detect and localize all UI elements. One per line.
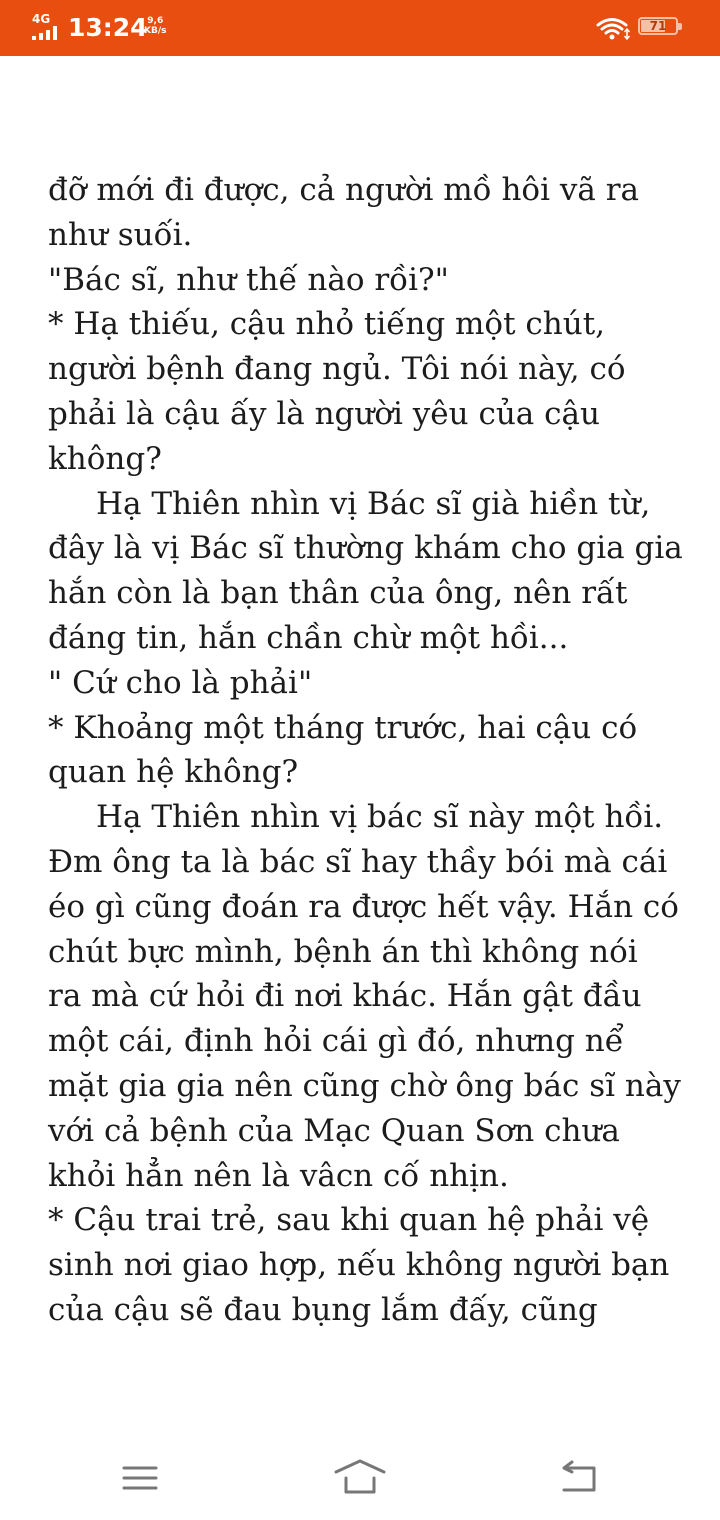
text-line: * Hạ thiếu, cậu nhỏ tiếng một chút, bbox=[48, 306, 606, 343]
text-line: éo gì cũng đoán ra được hết vậy. Hắn có bbox=[48, 888, 679, 925]
text-line: Hạ Thiên nhìn vị Bác sĩ già hiền từ, bbox=[96, 485, 651, 522]
battery-level: 71 bbox=[649, 19, 667, 33]
menu-button[interactable] bbox=[110, 1453, 170, 1503]
text-line: Đm ông ta là bác sĩ hay thầy bói mà cái bbox=[48, 843, 668, 880]
speed-value: 9,6 bbox=[147, 16, 164, 26]
text-line: chút bực mình, bệnh án thì không nói bbox=[48, 933, 638, 970]
text-line: phải là cậu ấy là người yêu của cậu bbox=[48, 395, 600, 432]
battery-icon bbox=[638, 17, 682, 37]
clock: 13:24 bbox=[68, 13, 148, 42]
text-line: Hạ Thiên nhìn vị bác sĩ này một hồi. bbox=[96, 799, 664, 836]
back-icon bbox=[558, 1460, 602, 1496]
navigation-bar bbox=[0, 1430, 720, 1520]
menu-icon bbox=[120, 1462, 160, 1494]
text-line: như suối. bbox=[48, 216, 193, 253]
text-line: khỏi hẳn nên là vâcn cố nhịn. bbox=[48, 1157, 509, 1194]
text-line: quan hệ không? bbox=[48, 754, 299, 791]
text-line: * Cậu trai trẻ, sau khi quan hệ phải vệ bbox=[48, 1202, 650, 1239]
wifi-icon bbox=[596, 16, 632, 42]
text-line: " Cứ cho là phải" bbox=[48, 664, 313, 701]
text-line: sinh nơi giao hợp, nếu không người bạn bbox=[48, 1247, 670, 1284]
home-icon bbox=[332, 1458, 388, 1498]
home-button[interactable] bbox=[330, 1453, 390, 1503]
text-line: "Bác sĩ, như thế nào rồi?" bbox=[48, 261, 449, 298]
speed-unit: KB/s bbox=[144, 26, 167, 36]
text-line: đỡ mới đi được, cả người mồ hôi vã ra bbox=[48, 172, 640, 208]
text-line: một cái, định hỏi cái gì đó, nhưng nể bbox=[48, 1023, 624, 1060]
network-speed bbox=[144, 16, 166, 36]
text-line: ra mà cứ hỏi đi nơi khác. Hắn gật đầu bbox=[48, 978, 642, 1015]
text-line: của cậu sẽ đau bụng lắm đấy, cũng bbox=[48, 1291, 598, 1328]
text-line: với cả bệnh của Mạc Quan Sơn chưa bbox=[48, 1112, 620, 1149]
reader-text bbox=[48, 168, 683, 1333]
text-line: hắn còn là bạn thân của ông, nên rất bbox=[48, 575, 628, 612]
text-line: người bệnh đang ngủ. Tôi nói này, có bbox=[48, 351, 626, 388]
text-line: mặt gia gia nên cũng chờ ông bác sĩ này bbox=[48, 1067, 681, 1104]
back-button[interactable] bbox=[550, 1453, 610, 1503]
signal-icon bbox=[32, 26, 62, 40]
network-type: 4G bbox=[32, 12, 51, 26]
text-line: không? bbox=[48, 440, 162, 477]
text-line: đây là vị Bác sĩ thường khám cho gia gia bbox=[48, 530, 683, 567]
text-line: * Khoảng một tháng trước, hai cậu có bbox=[48, 709, 638, 746]
status-bar bbox=[0, 0, 720, 56]
text-line: đáng tin, hắn chần chừ một hồi... bbox=[48, 619, 569, 656]
